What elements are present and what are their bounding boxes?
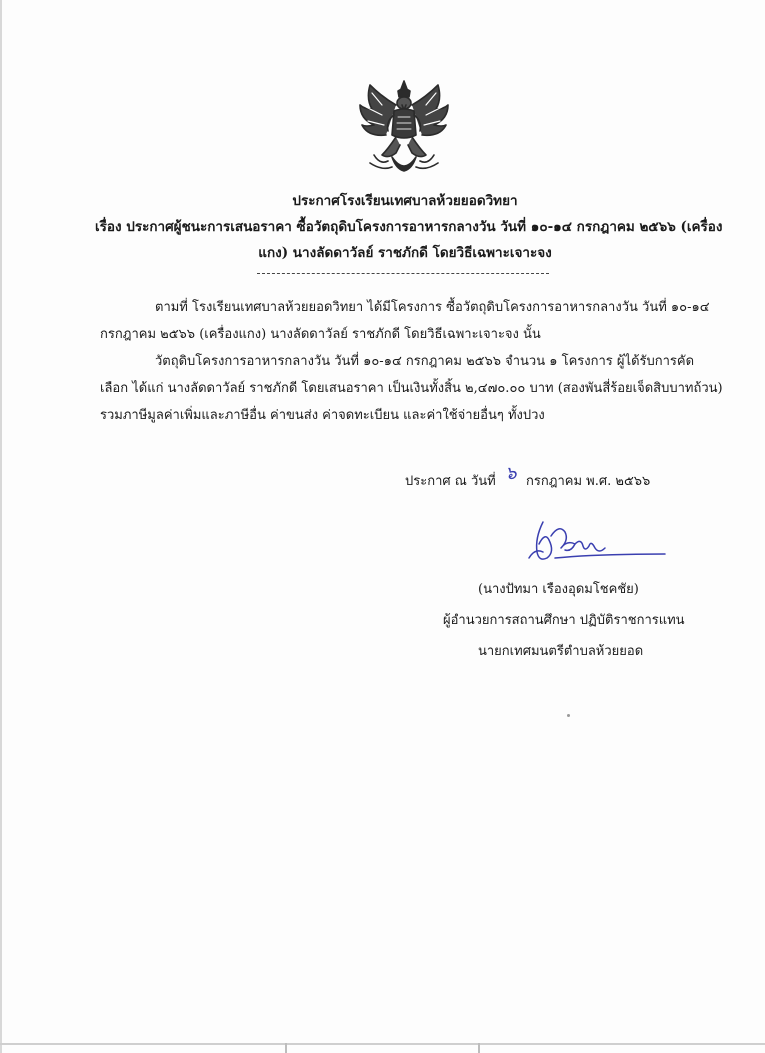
paragraph-line: เลือก ได้แก่ นางลัดดาวัลย์ ราชภักดี โดยเสนอราคา เป็นเงินทั้งสิ้น ๒,๔๗๐.๐๐ บาท (สองพันสี่ร้อยเจ็ดสิบบาทถ้วน) [100, 381, 723, 396]
dashed-divider [257, 273, 549, 280]
signatory-position: นายกเทศมนตรีตำบลห้วยยอด [478, 644, 644, 659]
subject-line: แกง) นางลัดดาวัลย์ ราชภักดี โดยวิธีเฉพาะเจาะจง [258, 245, 552, 261]
scan-edge-bottom [0, 1043, 765, 1045]
paragraph-line: วัตถุดิบโครงการอาหารกลางวัน วันที่ ๑๐-๑๔ กรกฎาคม ๒๕๖๖ จำนวน ๑ โครงการ ผู้ได้รับการคัด [155, 354, 695, 369]
scan-edge-mark [478, 1043, 480, 1053]
body-paragraph [100, 294, 710, 348]
handwritten-day: ๖ [505, 463, 517, 484]
paragraph-line: รวมภาษีมูลค่าเพิ่มและภาษีอื่น ค่าขนส่ง ค่าจดทะเบียน และค่าใช้จ่ายอื่นๆ ทั้งปวง [100, 408, 545, 423]
document-title: ประกาศโรงเรียนเทศบาลห้วยยอดวิทยา [292, 193, 518, 209]
garuda-emblem-icon [352, 75, 456, 181]
paragraph-line: ตามที่ โรงเรียนเทศบาลห้วยยอดวิทยา ได้มีโครงการ ซื้อวัตถุดิบโครงการอาหารกลางวัน วันที่ ๑๐-๑๔ [155, 300, 710, 315]
date-suffix: กรกฎาคม พ.ศ. ๒๕๖๖ [526, 474, 651, 489]
scan-edge-mark [285, 1043, 287, 1053]
scan-edge-left [0, 0, 2, 1053]
date-prefix: ประกาศ ณ วันที่ [405, 474, 496, 489]
scan-speck [567, 714, 570, 717]
announcement-title-block [95, 188, 723, 266]
signatory-name: (นางปัทมา เรืองอุดมโชคชัย) [478, 582, 639, 597]
signatory-position: ผู้อำนวยการสถานศึกษา ปฏิบัติราชการแทน [443, 613, 685, 628]
handwritten-signature [525, 518, 670, 578]
subject-line: เรื่อง ประกาศผู้ชนะการเสนอราคา ซื้อวัตถุดิบโครงการอาหารกลางวัน วันที่ ๑๐-๑๔ กรกฎาคม ๒๕๖๖ (เครื่อง [95, 219, 723, 235]
paragraph-line: กรกฎาคม ๒๕๖๖ (เครื่องแกง) นางลัดดาวัลย์ ราชภักดี โดยวิธีเฉพาะเจาะจง นั้น [100, 327, 541, 342]
body-paragraph [100, 348, 723, 429]
announcement-date [405, 464, 650, 493]
